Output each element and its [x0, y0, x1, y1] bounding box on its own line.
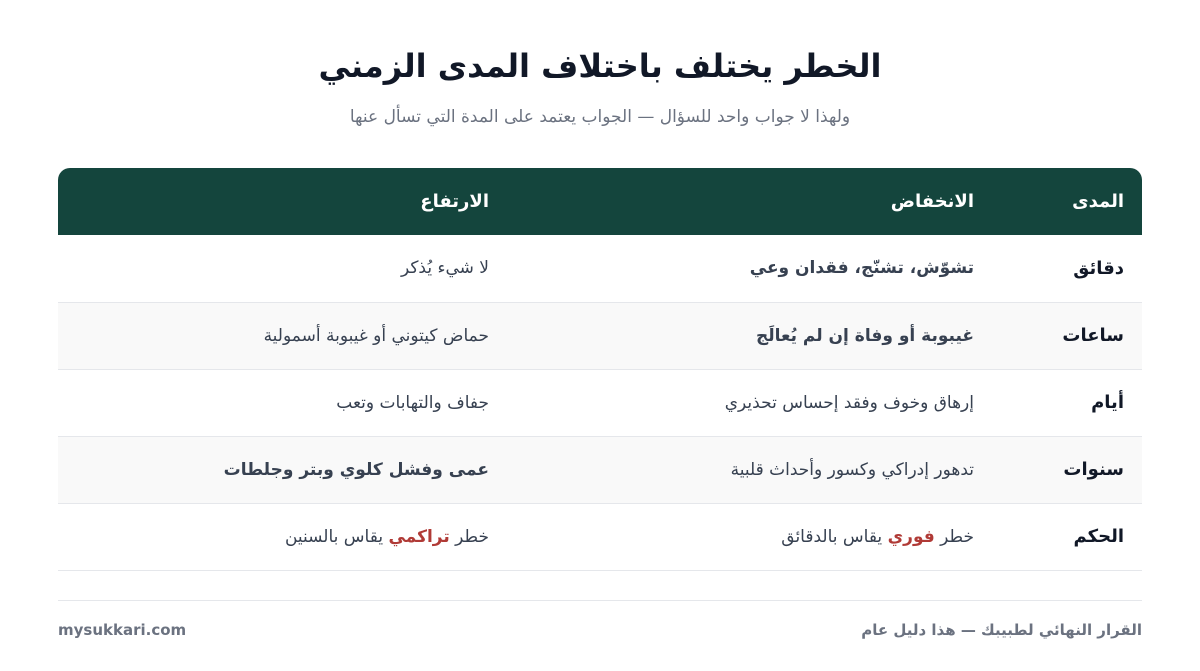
footer-divider: [58, 600, 1142, 601]
low-verdict-prefix: خطر: [940, 526, 974, 547]
page-subtitle: ولهذا لا جواب واحد للسؤال — الجواب يعتمد على المدة التي تسأل عنها: [349, 107, 851, 127]
low-cell: [507, 503, 992, 570]
column-header-high: الارتفاع: [420, 191, 489, 212]
low-verdict-highlight: فوري: [887, 526, 935, 547]
table-row-minutes: [58, 235, 1142, 302]
low-cell: تشوّش، تشنّج، فقدان وعي: [749, 258, 974, 279]
column-header-period: المدى: [1072, 191, 1124, 212]
footer-disclaimer: القرار النهائي لطبيبك — هذا دليل عام: [861, 621, 1142, 639]
period-cell: ساعات: [1062, 325, 1124, 346]
period-cell: الحكم: [1073, 526, 1124, 547]
table-row-days: [58, 369, 1142, 436]
high-verdict-suffix: يقاس بالسنين: [284, 526, 384, 547]
high-verdict-prefix: خطر: [455, 526, 489, 547]
risk-comparison-table: [58, 168, 1142, 571]
table-header: [58, 168, 1142, 235]
table-row-hours: [58, 302, 1142, 369]
table-row-verdict: [58, 503, 1142, 570]
page-title: الخطر يختلف باختلاف المدى الزمني: [318, 47, 882, 85]
column-header-low: الانخفاض: [890, 191, 974, 212]
high-cell: [58, 503, 507, 570]
table-body: [58, 235, 1142, 570]
table-header-row: [58, 168, 1142, 235]
low-cell: إرهاق وخوف وفقد إحساس تحذيري: [724, 392, 974, 413]
period-cell: دقائق: [1073, 257, 1124, 279]
high-cell: عمى وفشل كلوي وبتر وجلطات: [223, 459, 489, 480]
low-cell: غيبوبة أو وفاة إن لم يُعالَج: [756, 325, 974, 346]
low-cell: تدهور إدراكي وكسور وأحداث قلبية: [730, 459, 974, 480]
period-cell: أيام: [1091, 392, 1124, 413]
low-verdict-suffix: يقاس بالدقائق: [781, 526, 883, 547]
high-cell: حماض كيتوني أو غيبوبة أسمولية: [263, 325, 489, 346]
footer-site-link[interactable]: mysukkari.com: [58, 621, 187, 639]
table-row-years: [58, 436, 1142, 503]
period-cell: سنوات: [1063, 459, 1124, 480]
high-verdict-highlight: تراكمي: [388, 526, 450, 547]
high-cell: جفاف والتهابات وتعب: [336, 392, 489, 413]
high-cell: لا شيء يُذكر: [400, 258, 489, 279]
